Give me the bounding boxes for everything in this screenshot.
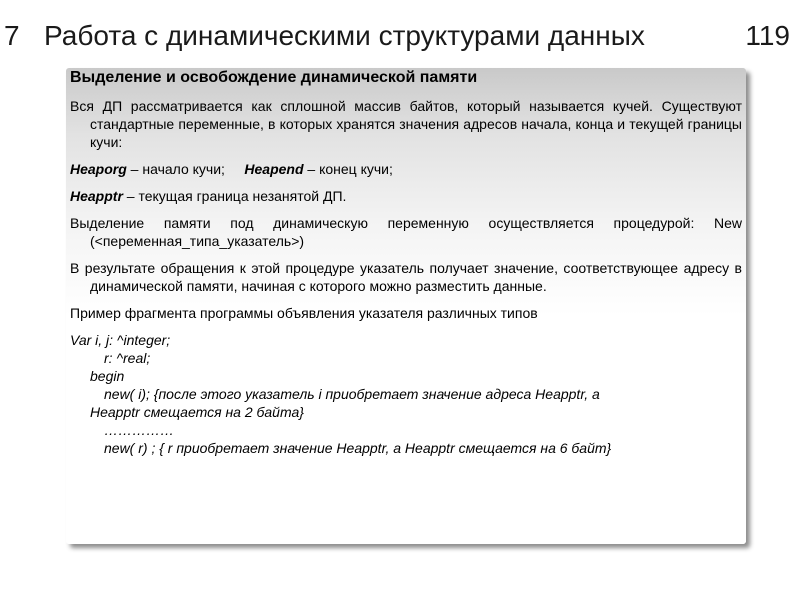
heapptr-description: – текущая граница незанятой ДП. — [122, 188, 347, 204]
code-line: new( r) ; { r приобретает значение Heapptr, а Heapptr смещается на 6 байт} — [104, 440, 612, 456]
heapptr-paragraph — [70, 187, 742, 205]
code-block — [70, 331, 742, 457]
page-header — [0, 18, 800, 58]
chapter-title: Работа с динамическими структурами данных — [44, 20, 645, 51]
heaporg-description: – начало кучи; — [126, 161, 225, 177]
code-line: …………… — [104, 422, 174, 438]
result-paragraph: В результате обращения к этой процедуре указатель получает значение, соответствующее адресу в динамической памяти, начиная с которого можно разместить данные. — [70, 260, 742, 294]
heapptr-term: Heapptr — [70, 188, 123, 204]
page-number: 119 — [745, 20, 790, 51]
code-line: new( i); {после этого указатель i приобретает значение адреса Heapptr, а — [104, 386, 600, 402]
heapend-term: Heapend — [244, 161, 304, 177]
code-line: r: ^real; — [104, 350, 151, 366]
code-line: Heapptr смещается на 2 байта} — [90, 404, 304, 420]
code-line: begin — [90, 368, 125, 384]
example-intro-paragraph: Пример фрагмента программы объявления указателя различных типов — [70, 305, 538, 321]
code-line: Var i, j: ^integer; — [70, 332, 171, 348]
slide-title: Выделение и освобождение динамической памяти — [70, 69, 478, 86]
heap-bounds-paragraph — [70, 160, 742, 178]
slide-content — [70, 68, 742, 457]
new-procedure-paragraph: Выделение памяти под динамическую переменную осуществляется процедурой: New (<переменная_типа_указатель>) — [70, 215, 742, 249]
heap-description-paragraph: Вся ДП рассматривается как сплошной массив байтов, который называется кучей. Существуют стандартные переменные, в которых хранятся значения адресов начала, конца и текущей границы кучи: — [70, 98, 742, 150]
chapter-number: 7 — [4, 20, 20, 51]
heapend-description: – конец кучи; — [303, 161, 393, 177]
heaporg-term: Heaporg — [70, 161, 127, 177]
